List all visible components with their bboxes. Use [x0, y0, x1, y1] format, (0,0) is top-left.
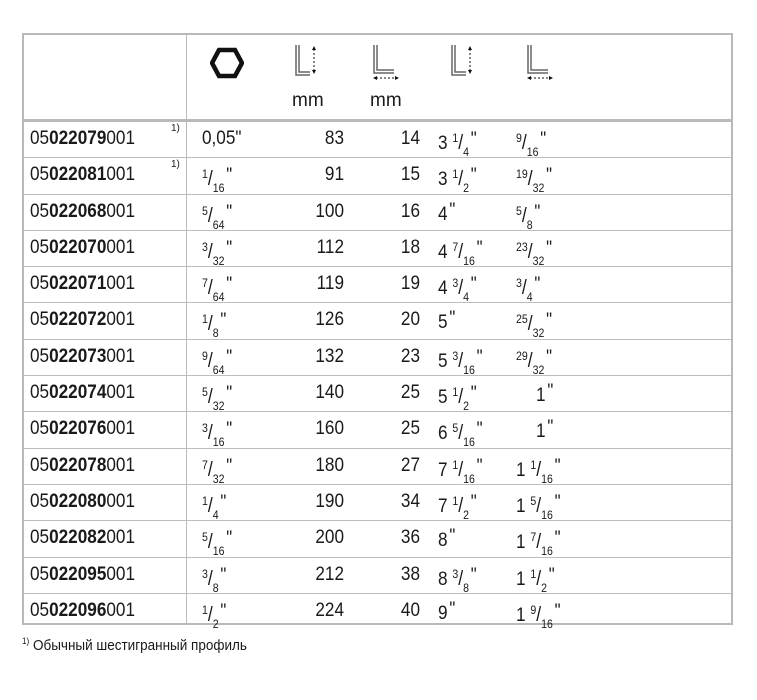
numerator: 5: [530, 493, 537, 508]
l-key-long-arm-icon: [292, 43, 320, 83]
article-bold: 022073: [49, 344, 107, 367]
inch-mark: ": [546, 346, 553, 368]
numerator: 5: [202, 385, 208, 400]
l-key-long-arm-inch-icon: [448, 43, 476, 83]
footnote-ref: 1): [171, 123, 180, 134]
length-short-mm: 25: [400, 417, 420, 440]
inch-mark: ": [476, 237, 483, 259]
table-body: [24, 122, 731, 630]
denominator: 32: [532, 181, 545, 196]
length-long-mm: 83: [324, 127, 344, 149]
denominator: 8: [212, 580, 219, 595]
numerator: 1: [452, 385, 459, 400]
numerator: 7: [202, 276, 208, 291]
length-short-inch: [536, 416, 553, 443]
denominator: 16: [212, 181, 225, 196]
numerator: 1: [202, 312, 208, 327]
slash: /: [207, 240, 213, 263]
article-prefix: 05: [30, 598, 50, 621]
inch-mark: ": [470, 165, 477, 187]
article-bold: 022076: [49, 417, 107, 440]
numerator: 1: [202, 167, 208, 182]
slash: /: [458, 494, 464, 517]
table-row: [24, 231, 731, 267]
slash: /: [536, 531, 542, 554]
whole-part: 1: [516, 603, 526, 626]
slash: /: [521, 132, 527, 154]
numerator: 9: [202, 348, 208, 363]
length-short-mm: 38: [400, 562, 420, 585]
inch-mark: ": [449, 526, 456, 548]
slash: /: [207, 313, 213, 336]
length-short-mm: 19: [400, 272, 420, 295]
slash: /: [527, 349, 533, 372]
table-row: [24, 122, 731, 158]
slash: /: [458, 422, 464, 445]
length-short-inch: [536, 380, 553, 407]
numerator: 7: [202, 457, 208, 472]
slash: /: [207, 204, 213, 227]
unit-mm-long: mm: [292, 90, 324, 111]
whole-part: 3: [438, 132, 448, 154]
inch-mark: ": [548, 564, 555, 586]
inch-mark: ": [220, 491, 227, 513]
length-long-mm: 132: [315, 344, 344, 367]
whole-part: 6: [438, 422, 448, 445]
inch-mark: ": [476, 455, 483, 477]
inch-mark: ": [226, 165, 233, 187]
length-long-mm: 100: [315, 199, 344, 222]
numerator: 5: [452, 421, 459, 436]
numerator: 5: [202, 203, 208, 218]
article-number: [30, 525, 135, 549]
whole-part: 8: [438, 529, 448, 552]
whole-part: 8: [438, 567, 448, 590]
whole-part: 1: [516, 567, 526, 590]
inch-mark: ": [449, 308, 456, 330]
denominator: 64: [212, 362, 225, 377]
article-number: [30, 235, 135, 259]
article-suffix: 001: [106, 598, 136, 621]
slash: /: [458, 132, 464, 154]
article-suffix: 001: [106, 272, 136, 295]
article-number: [30, 199, 135, 223]
article-suffix: 001: [106, 344, 136, 367]
table-row: [24, 485, 731, 521]
length-short-mm: 20: [400, 308, 420, 331]
article-number: [30, 416, 135, 440]
table-row: [24, 558, 731, 594]
slash: /: [207, 494, 213, 517]
inch-mark: ": [546, 237, 553, 259]
article-bold: 022072: [49, 308, 107, 331]
inch-mark: ": [449, 199, 456, 221]
denominator: 16: [463, 435, 475, 450]
denominator: 16: [541, 471, 553, 486]
slash: /: [458, 277, 464, 300]
numerator: 25: [516, 312, 528, 327]
numerator: 19: [516, 167, 528, 182]
hexagon-icon: [210, 47, 244, 79]
length-long-mm: 160: [315, 417, 344, 440]
inch-mark: ": [546, 310, 553, 332]
slash: /: [527, 168, 533, 191]
denominator: 16: [212, 435, 225, 450]
article-bold: 022082: [49, 526, 107, 549]
l-key-short-arm-inch-icon: [524, 43, 556, 83]
slash: /: [207, 422, 213, 445]
slash: /: [207, 567, 213, 590]
whole-part: 9: [438, 601, 448, 624]
article-number: [30, 489, 135, 513]
article-number: [30, 307, 135, 331]
denominator: 4: [463, 145, 469, 159]
denominator: 32: [532, 326, 545, 341]
article-prefix: 05: [30, 489, 50, 512]
article-suffix: 001: [106, 163, 136, 186]
footnote-mark: 1): [22, 636, 30, 646]
length-long-mm: 190: [315, 489, 344, 512]
table-row: [24, 449, 731, 485]
inch-mark: ": [534, 274, 541, 296]
article-prefix: 05: [30, 235, 50, 258]
numerator: 5: [202, 530, 208, 545]
denominator: 16: [541, 616, 553, 631]
article-prefix: 05: [30, 308, 50, 331]
length-short-mm: 15: [400, 163, 420, 186]
length-short-mm: 25: [400, 381, 420, 404]
length-long-mm: 112: [316, 235, 344, 258]
inch-mark: ": [226, 528, 233, 550]
inch-mark: ": [226, 383, 233, 405]
article-bold: 022079: [49, 127, 107, 149]
denominator: 8: [212, 326, 219, 341]
whole-part: 5: [438, 349, 448, 372]
article-bold: 022095: [49, 562, 107, 585]
numerator: 3: [516, 276, 522, 291]
denominator: 16: [463, 253, 475, 268]
length-short-mm: 18: [400, 235, 420, 258]
fraction: [530, 598, 553, 636]
denominator: 64: [212, 217, 225, 232]
article-suffix: 001: [106, 526, 136, 549]
table-row: [24, 412, 731, 448]
denominator: 32: [212, 471, 225, 486]
inch-mark: ": [226, 419, 233, 441]
article-bold: 022078: [49, 453, 107, 476]
slash: /: [458, 386, 464, 409]
length-long-mm: 91: [324, 163, 344, 186]
article-suffix: 001: [106, 235, 136, 258]
spec-table: [22, 33, 733, 631]
denominator: 32: [532, 253, 545, 268]
footnote-text: Обычный шестигранный профиль: [32, 637, 247, 654]
hex-size: [202, 598, 226, 636]
slash: /: [527, 240, 533, 263]
article-number: [30, 562, 135, 586]
numerator: 1: [452, 457, 459, 472]
denominator: 4: [212, 507, 219, 522]
article-suffix: 001: [106, 199, 136, 222]
length-long-mm: 126: [315, 308, 344, 331]
article-suffix: 001: [106, 417, 136, 440]
length-short-mm: 40: [400, 598, 420, 621]
table-row: [24, 340, 731, 376]
slash: /: [458, 240, 464, 263]
slash: /: [207, 458, 213, 481]
article-number: [30, 453, 135, 477]
inch-mark: ": [470, 564, 477, 586]
article-prefix: 05: [30, 272, 50, 295]
whole-part: 7: [438, 494, 448, 517]
article-prefix: 05: [30, 127, 50, 149]
whole-part: 3: [438, 168, 448, 191]
slash: /: [536, 494, 542, 517]
hex-fraction: [202, 598, 219, 636]
article-suffix: 001: [106, 381, 136, 404]
slash: /: [207, 277, 213, 300]
whole-part: 4: [438, 202, 448, 225]
article-number: [30, 126, 135, 150]
numerator: 7: [452, 239, 459, 254]
slash: /: [527, 313, 533, 336]
inch-mark: ": [220, 600, 227, 622]
whole-part: 4: [438, 277, 448, 300]
denominator: 4: [463, 290, 469, 305]
length-short-mm: 16: [400, 199, 420, 222]
denominator: 16: [463, 471, 475, 486]
slash: /: [458, 458, 464, 481]
inch-mark: ": [554, 600, 561, 622]
length-long-inch: [438, 598, 455, 625]
inch-mark: ": [546, 165, 553, 187]
whole-part: 5: [438, 311, 448, 334]
article-prefix: 05: [30, 417, 50, 440]
inch-mark: ": [554, 491, 561, 513]
article-number: [30, 344, 135, 368]
numerator: 1: [452, 493, 459, 508]
article-bold: 022068: [49, 199, 107, 222]
slash: /: [458, 168, 464, 191]
length-long-mm: 119: [316, 272, 344, 295]
length-short-mm: 36: [400, 526, 420, 549]
slash: /: [207, 603, 213, 626]
denominator: 4: [526, 290, 533, 305]
length-long-mm: 200: [315, 526, 344, 549]
hex-size: [202, 126, 241, 150]
article-bold: 022071: [49, 272, 107, 295]
denominator: 16: [463, 362, 475, 377]
numerator: 5: [516, 203, 522, 218]
slash: /: [536, 603, 542, 626]
inch-mark: ": [220, 564, 227, 586]
denominator: 2: [541, 580, 547, 595]
denominator: 16: [526, 145, 539, 159]
denominator: 32: [212, 253, 225, 268]
slash: /: [207, 386, 213, 409]
slash: /: [536, 458, 542, 481]
article-number: [30, 598, 135, 622]
inch-mark: ": [554, 528, 561, 550]
denominator: 32: [212, 399, 225, 414]
article-bold: 022096: [49, 598, 107, 621]
denominator: 2: [463, 399, 469, 414]
table-row: [24, 303, 731, 339]
numerator: 3: [452, 348, 459, 363]
inch-mark: ": [226, 237, 233, 259]
article-prefix: 05: [30, 199, 50, 222]
denominator: 8: [526, 217, 533, 232]
article-suffix: 001: [106, 562, 136, 585]
inch-mark: ": [476, 419, 483, 441]
inch-mark: ": [226, 455, 233, 477]
inch-mark: ": [226, 201, 233, 223]
numerator: 23: [516, 239, 528, 254]
article-suffix: 001: [106, 308, 136, 331]
whole-part: 1: [536, 420, 546, 443]
whole-part: 1: [536, 384, 546, 407]
inch-mark: ": [220, 310, 227, 332]
whole-part: 5: [438, 386, 448, 409]
denominator: 64: [212, 290, 225, 305]
length-long-mm: 140: [315, 381, 344, 404]
numerator: 3: [202, 566, 208, 581]
slash: /: [207, 349, 213, 372]
length-short-mm: 27: [400, 453, 420, 476]
numerator: 1: [530, 457, 537, 472]
length-long-inch: [438, 525, 455, 552]
table-row: [24, 594, 731, 630]
numerator: 3: [202, 421, 208, 436]
inch-mark: ": [449, 598, 456, 620]
table-row: [24, 376, 731, 412]
denominator: 2: [463, 507, 469, 522]
slash: /: [521, 277, 527, 300]
slash: /: [458, 349, 464, 372]
unit-mm-short: mm: [370, 90, 402, 111]
whole-part: 1: [516, 458, 526, 481]
numerator: 7: [530, 530, 537, 545]
slash: /: [458, 567, 464, 590]
article-bold: 022080: [49, 489, 107, 512]
whole-part: 1: [516, 531, 526, 554]
article-suffix: 001: [106, 489, 136, 512]
inch-mark: ": [534, 201, 541, 223]
l-key-short-arm-icon: [370, 43, 402, 83]
numerator: 1: [202, 493, 208, 508]
numerator: 3: [202, 239, 208, 254]
inch-mark: ": [470, 274, 477, 296]
article-prefix: 05: [30, 453, 50, 476]
inch-mark: ": [547, 381, 554, 403]
whole-part: 4: [438, 240, 448, 263]
inch-mark: ": [540, 129, 547, 150]
inch-mark: ": [470, 129, 477, 150]
slash: /: [536, 567, 542, 590]
slash: /: [521, 204, 527, 227]
denominator: 16: [212, 544, 225, 559]
article-suffix: 001: [106, 453, 136, 476]
whole-part: 7: [438, 458, 448, 481]
denominator: 2: [463, 181, 469, 196]
length-long-inch: [438, 199, 455, 226]
denominator: 16: [541, 507, 553, 522]
table-row: [24, 267, 731, 303]
inch-mark: ": [547, 417, 554, 439]
article-prefix: 05: [30, 562, 50, 585]
length-long-inch: [438, 307, 455, 334]
length-long-mm: 180: [315, 453, 344, 476]
slash: /: [207, 168, 213, 191]
table-row: [24, 521, 731, 557]
numerator: 1: [452, 167, 459, 182]
numerator: 1: [202, 602, 208, 617]
article-number: [30, 162, 135, 186]
numerator: 9: [516, 131, 522, 145]
article-bold: 022074: [49, 381, 107, 404]
length-short-mm: 14: [400, 127, 420, 149]
length-long-mm: 224: [315, 598, 344, 621]
numerator: 9: [530, 602, 537, 617]
numerator: 3: [452, 566, 459, 581]
article-prefix: 05: [30, 526, 50, 549]
inch-mark: ": [470, 491, 477, 513]
inch-mark: ": [226, 346, 233, 368]
footnote: [22, 636, 247, 654]
numerator: 1: [530, 566, 537, 581]
denominator: 16: [541, 544, 553, 559]
slash: /: [207, 531, 213, 554]
table-header: [24, 35, 731, 119]
length-short-mm: 34: [400, 489, 420, 512]
inch-mark: ": [554, 455, 561, 477]
article-prefix: 05: [30, 381, 50, 404]
article-prefix: 05: [30, 163, 50, 186]
hex-value: 0,05": [202, 127, 242, 149]
inch-mark: ": [226, 274, 233, 296]
article-suffix: 001: [106, 127, 136, 149]
denominator: 8: [463, 580, 469, 595]
article-number: [30, 271, 135, 295]
table-row: [24, 158, 731, 194]
length-short-inch: [516, 598, 561, 636]
inch-mark: ": [470, 383, 477, 405]
length-short-mm: 23: [400, 344, 420, 367]
footnote-ref: 1): [171, 159, 180, 171]
article-prefix: 05: [30, 344, 50, 367]
inch-mark: ": [476, 346, 483, 368]
article-bold: 022081: [49, 163, 107, 186]
whole-part: 1: [516, 494, 526, 517]
numerator: 3: [452, 276, 459, 291]
article-number: [30, 380, 135, 404]
table-row: [24, 195, 731, 231]
numerator: 29: [516, 348, 528, 363]
denominator: 32: [532, 362, 545, 377]
article-bold: 022070: [49, 235, 107, 258]
numerator: 1: [452, 131, 459, 145]
denominator: 2: [212, 616, 219, 631]
length-long-mm: 212: [315, 562, 344, 585]
